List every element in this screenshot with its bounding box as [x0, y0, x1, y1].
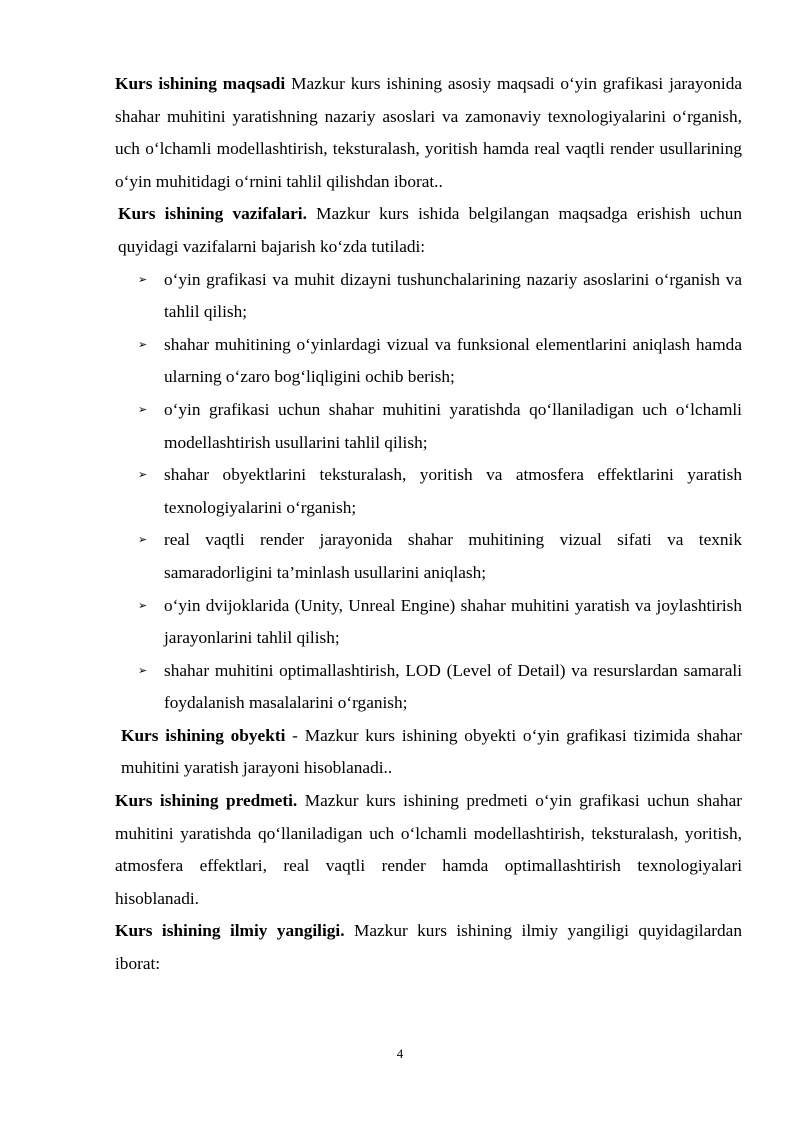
paragraph-maqsad: [115, 68, 742, 198]
list-item-text: real vaqtli render jarayonida shahar muhitining vizual sifati va texnik samaradorligini ta’minlash usullarini aniqlash;: [164, 530, 742, 582]
list-item: [115, 590, 742, 655]
list-item-text: o‘yin dvijoklarida (Unity, Unreal Engine) shahar muhitini yaratish va joylashtirish jarayonlarini tahlil qilish;: [164, 595, 742, 648]
list-item-text: o‘yin grafikasi va muhit dizayni tushunchalarining nazariy asoslarini o‘rganish va tahlil qilish;: [164, 269, 742, 322]
list-item-text: shahar muhitining o‘yinlardagi vizual va funksional elementlarini aniqlash hamda ularning o‘zaro bog‘liqligini ochib berish;: [164, 334, 742, 387]
list-item: [115, 329, 742, 394]
text-predmet: Mazkur kurs ishining predmeti o‘yin grafikasi uchun shahar muhitini yaratishda qo‘llaniladigan uch o‘lchamli modellashtirish, teksturalash, yoritish, atmosfera effektlari, real vaqtli render hamda optimallashtirish texnologiyalari hisoblanadi.: [115, 791, 742, 908]
paragraph-obyekt: [115, 720, 742, 785]
arrowhead-bullet-icon: ➢: [138, 337, 148, 351]
arrowhead-bullet-icon: ➢: [138, 402, 148, 416]
list-item: [115, 524, 742, 589]
arrowhead-bullet-icon: ➢: [138, 663, 148, 677]
heading-yangilik: Kurs ishining ilmiy yangiligi.: [115, 921, 345, 941]
tasks-list: [115, 264, 742, 720]
heading-predmet: Kurs ishining predmeti.: [115, 791, 298, 811]
list-item-text: shahar muhitini optimallashtirish, LOD (Level of Detail) va resurslardan samarali foydalanish masalalarini o‘rganish;: [164, 660, 742, 713]
list-item-text: o‘yin grafikasi uchun shahar muhitini yaratishda qo‘llaniladigan uch o‘lchamli modellashtirish usullarini tahlil qilish;: [164, 399, 742, 452]
heading-maqsad: Kurs ishining maqsadi: [115, 74, 286, 93]
list-item-text: shahar obyektlarini teksturalash, yoritish va atmosfera effektlarini yaratish texnologiyalarini o‘rganish;: [164, 465, 742, 517]
page-number: 4: [396, 1046, 404, 1061]
text-yangilik: Mazkur kurs ishining ilmiy yangiligi quyidagilardan iborat:: [115, 921, 742, 974]
arrowhead-bullet-icon: ➢: [138, 272, 148, 286]
list-item: [115, 264, 742, 329]
heading-obyekt: Kurs ishining obyekti: [121, 725, 286, 745]
text-vazifalar: Mazkur kurs ishida belgilangan maqsadga erishish uchun quyidagi vazifalarni bajarish ko‘zda tutiladi:: [118, 204, 743, 256]
list-item: [115, 655, 742, 720]
arrowhead-bullet-icon: ➢: [138, 468, 148, 482]
list-item: [115, 459, 742, 524]
paragraph-vazifalar: [115, 198, 742, 263]
text-maqsad: Mazkur kurs ishining asosiy maqsadi o‘yin grafikasi jarayonida shahar muhitini yaratishning nazariy asoslari va zamonaviy texnologiyalarini o‘rganish, uch o‘lchamli modellashtirish, teksturalash, yoritish hamda real vaqtli render usullarining o‘yin muhitidagi o‘rnini tahlil qilishdan iborat..: [115, 74, 742, 191]
paragraph-predmet: [115, 785, 742, 915]
paragraph-yangilik: [115, 915, 742, 980]
heading-vazifalar: Kurs ishining vazifalari.: [118, 204, 307, 224]
list-item: [115, 394, 742, 459]
arrowhead-bullet-icon: ➢: [138, 598, 148, 612]
arrowhead-bullet-icon: ➢: [138, 533, 148, 547]
text-obyekt: - Mazkur kurs ishining obyekti o‘yin grafikasi tizimida shahar muhitini yaratish jarayoni hisoblanadi..: [121, 725, 742, 778]
